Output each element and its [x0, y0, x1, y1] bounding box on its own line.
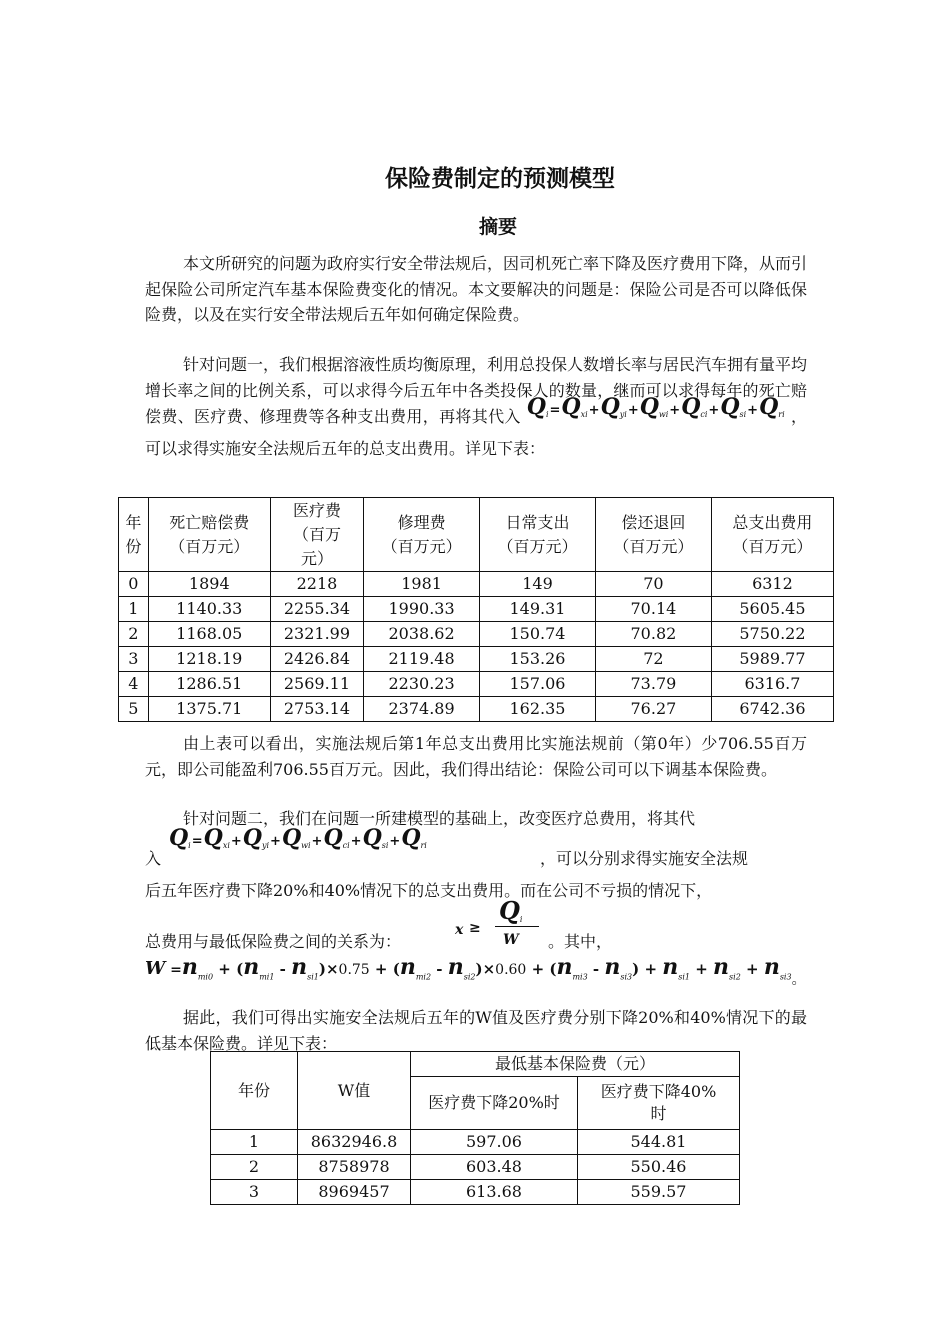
- table1-header-line: 偿还退回: [621, 512, 686, 532]
- q-symbol: Q: [681, 394, 701, 420]
- plus-sign: +: [230, 834, 242, 849]
- w-n: n: [181, 954, 198, 980]
- table-cell: 2: [211, 1155, 298, 1180]
- w-n: n: [662, 954, 679, 980]
- table1-header-cell: [270, 498, 363, 572]
- w-op: -: [274, 960, 292, 978]
- table1-header-line: 总支出费用: [732, 512, 813, 532]
- paragraph-problem-two-prefix: 入: [145, 849, 162, 868]
- page-title: 保险费制定的预测模型: [385, 166, 615, 192]
- q-symbol: Q: [401, 825, 421, 851]
- w-op: -: [431, 960, 448, 978]
- equals-sign: =: [549, 403, 561, 418]
- table1-header-line: 修理费: [397, 512, 446, 532]
- q-subscript: wi: [301, 841, 311, 850]
- table-cell: 5989.77: [711, 647, 833, 672]
- table-cell: 2321.99: [270, 622, 363, 647]
- table1-header-line: 死亡赔偿费: [169, 512, 250, 532]
- q-subscript: ri: [420, 841, 427, 850]
- w-term-mi0: [182, 954, 213, 980]
- q-term-ri: [401, 825, 427, 851]
- inequality-num-sub: i: [519, 915, 523, 924]
- q-symbol: Q: [242, 825, 262, 851]
- table-cell: 559.57: [578, 1180, 740, 1205]
- table-cell: 70.82: [595, 622, 711, 647]
- table-cell: 4: [119, 672, 149, 697]
- q-subscript: xi: [222, 841, 230, 850]
- table-cell: 76.27: [595, 697, 711, 722]
- equals-sign: =: [191, 834, 203, 849]
- table-row: [211, 1155, 740, 1180]
- table1-header-cell: [480, 498, 596, 572]
- w-term-si1: [291, 954, 319, 980]
- table1-header-line: 日常支出: [505, 512, 570, 532]
- inequality-denominator: W: [503, 932, 519, 948]
- table-cell: 550.46: [578, 1155, 740, 1180]
- q-symbol: Q: [203, 825, 223, 851]
- table-cell: 8632946.8: [298, 1130, 411, 1155]
- table1-header-cell: [595, 498, 711, 572]
- table-cell: 8758978: [298, 1155, 411, 1180]
- table-cell: 613.68: [411, 1180, 578, 1205]
- q-subscript: i: [545, 410, 549, 419]
- paragraph-intro: 本文所研究的问题为政府实行安全带法规后，因司机死亡率下降及医疗费用下降，从而引起保险公司所定汽车基本保险费变化的情况。本文要解决的问题是：保险公司是否可以降低保险费，以及在实行安全带法规后五年如何确定保险费。: [145, 254, 808, 324]
- w-n: n: [556, 954, 573, 980]
- w-symbol: W: [145, 958, 166, 979]
- q-subscript: wi: [658, 410, 669, 419]
- q-term-xi: [203, 825, 230, 851]
- premium-table: [210, 1051, 740, 1205]
- w-sub-si2: si2: [463, 972, 476, 982]
- table-cell: 1990.33: [364, 597, 480, 622]
- fraction-bar: [495, 926, 539, 927]
- paragraph-problem-one-text: 针对问题一，我们根据溶液性质均衡原理，利用总投保人数增长率与居民汽车拥有量平均增长率之间的比例关系，可以求得今后五年中各类投保人的数量，继而可以求得每年的死亡赔偿费、医疗费、修理费等各种支出费用，再将其代入: [145, 355, 808, 426]
- table1-header-line: （百万元）: [381, 536, 462, 556]
- w-op: + (: [213, 960, 244, 978]
- table-cell: 153.26: [480, 647, 596, 672]
- table1-header-line: （百万元）: [732, 536, 813, 556]
- table2-header-year: 年份: [211, 1052, 298, 1130]
- table1-header-cell: [711, 498, 833, 572]
- paragraph-problem-two-suffix: ，可以分别求得实施安全法规: [540, 849, 749, 868]
- table-cell: 1286.51: [148, 672, 270, 697]
- w-sub-mi2: mi2: [415, 972, 432, 982]
- paragraph-problem-one: [145, 352, 807, 461]
- q-term-ci: [323, 825, 350, 851]
- w-sub-si3: si3: [620, 972, 633, 982]
- w-sub-mi3: mi3: [572, 972, 588, 982]
- table-cell: 162.35: [480, 697, 596, 722]
- table-cell: 1981: [364, 572, 480, 597]
- table-cell: 1140.33: [148, 597, 270, 622]
- table-cell: 597.06: [411, 1130, 578, 1155]
- w-term-si1b: [662, 954, 690, 980]
- w-op: + (: [526, 960, 557, 978]
- w-sub-mi1: mi1: [259, 972, 275, 982]
- table-cell: 2038.62: [364, 622, 480, 647]
- table-cell: 5750.22: [711, 622, 833, 647]
- table2-header-20: 医疗费下降20%时: [411, 1077, 578, 1130]
- inequality-formula: [455, 896, 545, 950]
- q-subscript: ri: [778, 410, 785, 419]
- table-cell: 1168.05: [148, 622, 270, 647]
- q-term-ri: [759, 394, 785, 420]
- plus-sign: +: [588, 403, 600, 418]
- w-n: n: [604, 954, 621, 980]
- table-cell: 2426.84: [270, 647, 363, 672]
- w-op: )×: [318, 960, 339, 978]
- w-term-si3: [604, 954, 632, 980]
- table1-header-cell: [364, 498, 480, 572]
- w-equation: [145, 954, 805, 988]
- q-subscript: yi: [619, 410, 627, 419]
- q-subscript: i: [188, 841, 191, 850]
- q-lhs: [169, 825, 191, 851]
- plus-sign: +: [627, 403, 639, 418]
- table-cell: 2753.14: [270, 697, 363, 722]
- table-row: [119, 597, 834, 622]
- w-n: n: [291, 954, 308, 980]
- table-cell: 149: [480, 572, 596, 597]
- table-cell: 2569.11: [270, 672, 363, 697]
- q-subscript: si: [381, 841, 389, 850]
- w-term-si2b: [713, 954, 741, 980]
- paragraph-problem-two-line2: [145, 825, 807, 872]
- q-term-wi: [639, 394, 669, 420]
- inequality-geq: ≥: [469, 920, 481, 936]
- table-header-row: [119, 498, 834, 572]
- table1-header-line: 元）: [300, 548, 333, 568]
- q-symbol: Q: [323, 825, 343, 851]
- expense-table: [118, 497, 834, 722]
- inequality-prefix: 总费用与最低保险费之间的关系为：: [145, 932, 402, 951]
- table-row: [119, 697, 834, 722]
- table-cell: 3: [211, 1180, 298, 1205]
- w-term-mi1: [243, 954, 274, 980]
- table-cell: 5605.45: [711, 597, 833, 622]
- inequality-suffix: 。其中，: [548, 932, 613, 951]
- w-op: +: [740, 960, 764, 978]
- table-cell: 149.31: [480, 597, 596, 622]
- paragraph-problem-two-line3: 后五年医疗费下降20%和40%情况下的总支出费用。而在公司不亏损的情况下，: [145, 881, 713, 900]
- q-term-ci: [681, 394, 708, 420]
- table-cell: 0: [119, 572, 149, 597]
- plus-sign: +: [311, 834, 323, 849]
- table-cell: 6742.36: [711, 697, 833, 722]
- table2-header-group: 最低基本保险费（元）: [411, 1052, 740, 1077]
- w-op: +: [690, 960, 714, 978]
- table1-header-cell: [119, 498, 149, 572]
- q-symbol: Q: [759, 394, 779, 420]
- q-symbol: Q: [526, 394, 546, 420]
- table-cell: 544.81: [578, 1130, 740, 1155]
- table-cell: 1894: [148, 572, 270, 597]
- paragraph-problem-two-line4: [145, 896, 807, 954]
- table1-header-line: 年: [125, 512, 142, 532]
- paragraph-problem-two-line1: 针对问题二，我们在问题一所建模型的基础上，改变医疗总费用，将其代: [183, 809, 696, 828]
- q-subscript: ci: [700, 410, 708, 419]
- q-term-wi: [281, 825, 311, 851]
- w-n: n: [713, 954, 730, 980]
- table-cell: 70.14: [595, 597, 711, 622]
- table-row: [211, 1130, 740, 1155]
- q-sum-equation-2: [169, 826, 427, 859]
- table2-header-40: [578, 1077, 740, 1130]
- q-symbol: Q: [639, 394, 659, 420]
- abstract-heading: 摘要: [478, 216, 517, 238]
- q-subscript: yi: [261, 841, 270, 850]
- table1-header-line: （百万元）: [169, 536, 250, 556]
- w-term-si3b: [764, 954, 792, 980]
- w-op: -: [587, 960, 605, 978]
- table-cell: 2374.89: [364, 697, 480, 722]
- w-term-mi2: [400, 954, 431, 980]
- table1-header-line: 医疗费: [292, 500, 341, 520]
- plus-sign: +: [270, 834, 281, 849]
- table-cell: 70: [595, 572, 711, 597]
- table-cell: 150.74: [480, 622, 596, 647]
- w-sub-si3: si3: [779, 972, 792, 982]
- w-sub-mi0: mi0: [197, 972, 214, 982]
- table-cell: 73.79: [595, 672, 711, 697]
- q-term-si: [362, 825, 389, 851]
- table-cell: 1: [211, 1130, 298, 1155]
- q-term-xi: [561, 394, 588, 420]
- q-sum-equation: [526, 394, 785, 420]
- w-n: n: [447, 954, 464, 980]
- q-symbol: Q: [169, 825, 189, 851]
- table-row: [211, 1180, 740, 1205]
- table-cell: 6316.7: [711, 672, 833, 697]
- table2-header-40-line2: 时: [650, 1104, 667, 1123]
- table-row: [119, 622, 834, 647]
- w-n: n: [243, 954, 260, 980]
- paragraph-problem-one-tail: ，可以求得实施安全法规后五年的总支出费用。详见下表：: [145, 407, 807, 458]
- w-term-mi3: [556, 954, 587, 980]
- plus-sign: +: [350, 834, 362, 849]
- table-cell: 8969457: [298, 1180, 411, 1205]
- table2-header-40-line1: 医疗费下降40%: [600, 1082, 717, 1101]
- table1-header-cell: [148, 498, 270, 572]
- q-symbol: Q: [600, 394, 620, 420]
- table-cell: 2218: [270, 572, 363, 597]
- plus-sign: +: [747, 403, 759, 418]
- table1-header-line: （百万元）: [613, 536, 694, 556]
- w-coef-1: 0.75: [338, 962, 370, 978]
- q-term-si: [720, 394, 747, 420]
- inequality-num-symbol: Q: [499, 896, 520, 925]
- q-symbol: Q: [720, 394, 740, 420]
- q-symbol: Q: [561, 394, 581, 420]
- table-cell: 2230.23: [364, 672, 480, 697]
- table-cell: 5: [119, 697, 149, 722]
- w-term-si2: [448, 954, 476, 980]
- table-cell: 72: [595, 647, 711, 672]
- table-cell: 1218.19: [148, 647, 270, 672]
- q-lhs: [526, 394, 549, 420]
- w-sub-si1: si1: [678, 972, 691, 982]
- paragraph-conclusion-one: 由上表可以看出，实施法规后第1年总支出费用比实施法规前（第0年）少706.55百万元，即公司能盈利706.55百万元。因此，我们得出结论：保险公司可以下调基本保险费。: [145, 734, 807, 779]
- w-n: n: [399, 954, 416, 980]
- inequality-x: x: [455, 922, 464, 938]
- table2-header-row-1: [211, 1052, 740, 1077]
- table-cell: 1375.71: [148, 697, 270, 722]
- plus-sign: +: [708, 403, 720, 418]
- table-row: [119, 672, 834, 697]
- w-sub-si1: si1: [307, 972, 319, 982]
- table-row: [119, 647, 834, 672]
- w-end-period: 。: [791, 972, 806, 988]
- table-cell: 2119.48: [364, 647, 480, 672]
- q-subscript: xi: [580, 410, 588, 419]
- q-symbol: Q: [281, 825, 302, 851]
- table1-header-line: （百万: [292, 524, 341, 544]
- table-cell: 157.06: [480, 672, 596, 697]
- w-coef-2: 0.60: [495, 962, 527, 978]
- table-cell: 1: [119, 597, 149, 622]
- w-op: + (: [369, 960, 400, 978]
- q-term-yi: [242, 825, 270, 851]
- w-n: n: [763, 954, 780, 980]
- plus-sign: +: [389, 834, 401, 849]
- table-cell: 2255.34: [270, 597, 363, 622]
- w-equals: =: [165, 962, 182, 978]
- table2-header-w: W值: [298, 1052, 411, 1130]
- table1-header-line: （百万元）: [497, 536, 578, 556]
- table-cell: 6312: [711, 572, 833, 597]
- table1-header-line: 份: [125, 536, 142, 556]
- q-symbol: Q: [362, 825, 382, 851]
- table-cell: 2: [119, 622, 149, 647]
- plus-sign: +: [669, 403, 681, 418]
- table-cell: 3: [119, 647, 149, 672]
- q-subscript: si: [739, 410, 747, 419]
- table-cell: 603.48: [411, 1155, 578, 1180]
- q-subscript: ci: [342, 841, 350, 850]
- table-row: [119, 572, 834, 597]
- w-op: )×: [475, 960, 496, 978]
- w-op: ) +: [632, 960, 663, 978]
- w-sub-si2: si2: [729, 972, 741, 982]
- paragraph-results-two: 据此，我们可得出实施安全法规后五年的W值及医疗费分别下降20%和40%情况下的最低基本保险费。详见下表：: [145, 1008, 807, 1053]
- q-term-yi: [600, 394, 627, 420]
